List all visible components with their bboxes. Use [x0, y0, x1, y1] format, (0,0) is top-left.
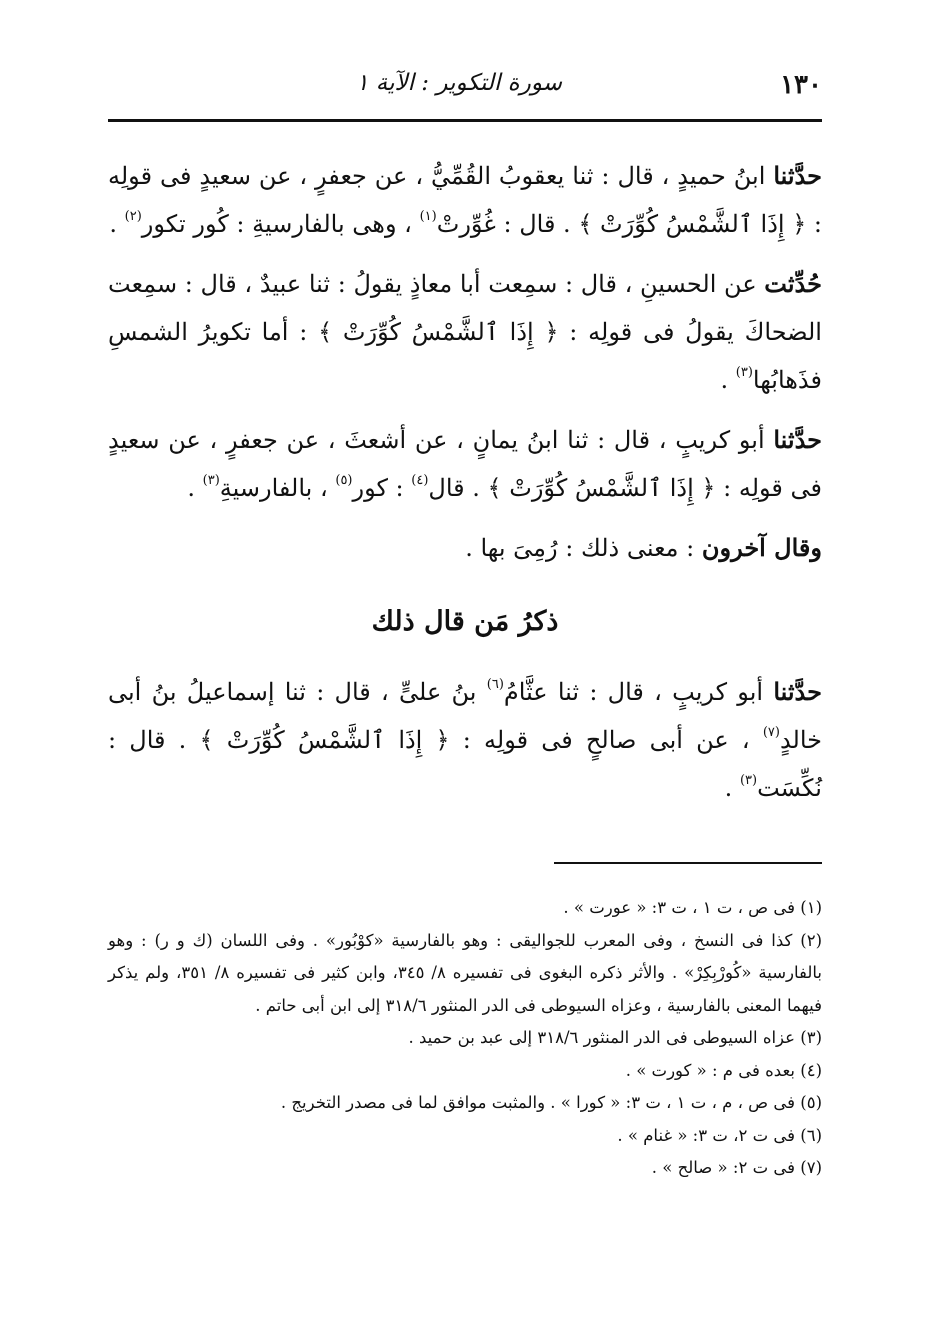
paragraph-end: . — [109, 210, 118, 238]
footnote-marker: (٤) — [411, 473, 429, 488]
paragraph-4 — [108, 524, 822, 572]
footnote: (٣) عزاه السيوطى فى الدر المنثور ٣١٨/٦ إلى عبد بن حميد . — [408, 1028, 822, 1047]
footnote-marker: (٧) — [762, 725, 780, 740]
paragraph-text: . قال — [428, 474, 480, 502]
paragraph-text: عن الحسينِ ، قال : سمِعت أبا معاذٍ يقولُ : ثنا عبيدٌ ، قال : سمِعت الضحاكَ يقولُ فى قولِه : — [108, 270, 822, 346]
paragraph-lead: وقال آخرون — [701, 533, 822, 562]
paragraph-text: ابنُ حميدٍ ، قال : ثنا يعقوبُ القُمِّيُّ ، عن جعفرٍ ، عن سعيدٍ فى قولِه : — [108, 162, 822, 238]
section-heading: ذكرُ مَن قال ذلك — [371, 606, 559, 637]
paragraph-text: بنُ علىٍّ ، قال : ثنا إسماعيلُ بنُ أبى خالدٍ — [108, 678, 823, 754]
paragraph-3 — [108, 416, 822, 512]
running-title: سورة التكوير : الآية ١ — [356, 70, 562, 96]
quran-verse: ﴿ إِذَا ٱلشَّمْسُ كُوِّرَتْ ﴾ — [487, 474, 716, 502]
footnote-marker: (٣) — [202, 473, 220, 488]
paragraph-text: : معنى ذلك : رُمِىَ بها . — [465, 534, 695, 562]
footnote-rule — [554, 862, 822, 864]
footnote-marker: (٦) — [486, 677, 504, 692]
paragraph-text: ، عن أبى صالحٍ فى قولِه : — [462, 726, 750, 754]
footnotes — [108, 892, 822, 1185]
quran-verse: ﴿ إِذَا ٱلشَّمْسُ كُوِّرَتْ ﴾ — [199, 726, 450, 754]
footnote-marker: (٥) — [335, 473, 353, 488]
paragraph-lead: حدَّثنا — [773, 161, 822, 190]
footnote: (١) فى ص ، ت ١ ، ت ٣: « عورت » . — [563, 898, 822, 917]
footnote: (٥) فى ص ، م ، ت ١ ، ت ٣: « كورا » . والمثبت موافق لما فى مصدر التخريج . — [280, 1093, 822, 1112]
paragraph-end: . — [187, 474, 195, 502]
paragraph-lead: حدَّثنا — [773, 425, 823, 454]
paragraph-text: : كور — [352, 474, 404, 502]
footnote-marker: (٢) — [124, 209, 142, 224]
paragraph-lead: حدَّثنا — [773, 677, 822, 706]
footnote-marker: (٣) — [735, 365, 753, 380]
paragraph-text: . قال : غُوِّرتْ — [436, 210, 571, 238]
quran-verse: ﴿ إِذَا ٱلشَّمْسُ كُوِّرَتْ ﴾ — [318, 318, 559, 346]
paragraph-text: أبو كريبٍ ، قال : ثنا عثَّامُ — [503, 678, 764, 706]
footnote: (٦) فى ت ٢، ت ٣: « غنام » . — [617, 1125, 822, 1145]
main-text — [108, 152, 822, 824]
paragraph-text: أبو كريبٍ ، قال : ثنا ابنُ يمانٍ ، عن أشعثَ ، عن جعفرٍ ، عن سعيدٍ فى قولِه : — [108, 426, 822, 502]
paragraph-text: . قال : نُكِّسَت — [108, 726, 822, 802]
paragraph-text: ، وهى بالفارسيةِ : كُور تكور — [141, 210, 412, 238]
page-header — [108, 66, 822, 116]
footnote: (٧) فى ت ٢: « صالح » . — [651, 1158, 822, 1177]
footnote-marker: (١) — [419, 209, 437, 224]
paragraph-lead: حُدِّثت — [764, 269, 822, 298]
paragraph-end: . — [724, 774, 733, 802]
paragraph-end: . — [720, 366, 729, 394]
footnote-marker: (٣) — [739, 773, 758, 788]
page-number: ١٣٠ — [780, 70, 822, 100]
paragraph-text: ، بالفارسيةِ — [219, 474, 328, 502]
paragraph-1 — [108, 152, 822, 248]
footnote: (٢) كذا فى النسخ ، وفى المعرب للجواليقى : وهو بالفارسية «كوْبُور» . وفى اللسان (ك و ر) : وهو بالفارسية «كُورْبِكِرْ» . والأثر ذكره البغوى فى تفسيره ٨/ ٣٤٥، وابن كثير فى تفسيره ٨/ ٣٥١، ولم يذكر فيهما المعنى بالفارسية ، وعزاه السيوطى فى الدر المنثور ٣١٨/٦ إلى ابن أبى حاتم . — [108, 930, 823, 1015]
paragraph-2 — [108, 260, 822, 404]
paragraph-5 — [108, 668, 822, 812]
header-rule — [108, 119, 822, 122]
paragraph-text: : أما تكويرُ الشمسِ فذَهابُها — [108, 318, 822, 394]
footnote: (٤) بعده فى م : « كورت » . — [625, 1060, 822, 1080]
quran-verse: ﴿ إِذَا ٱلشَّمْسُ كُوِّرَتْ ﴾ — [578, 210, 807, 238]
